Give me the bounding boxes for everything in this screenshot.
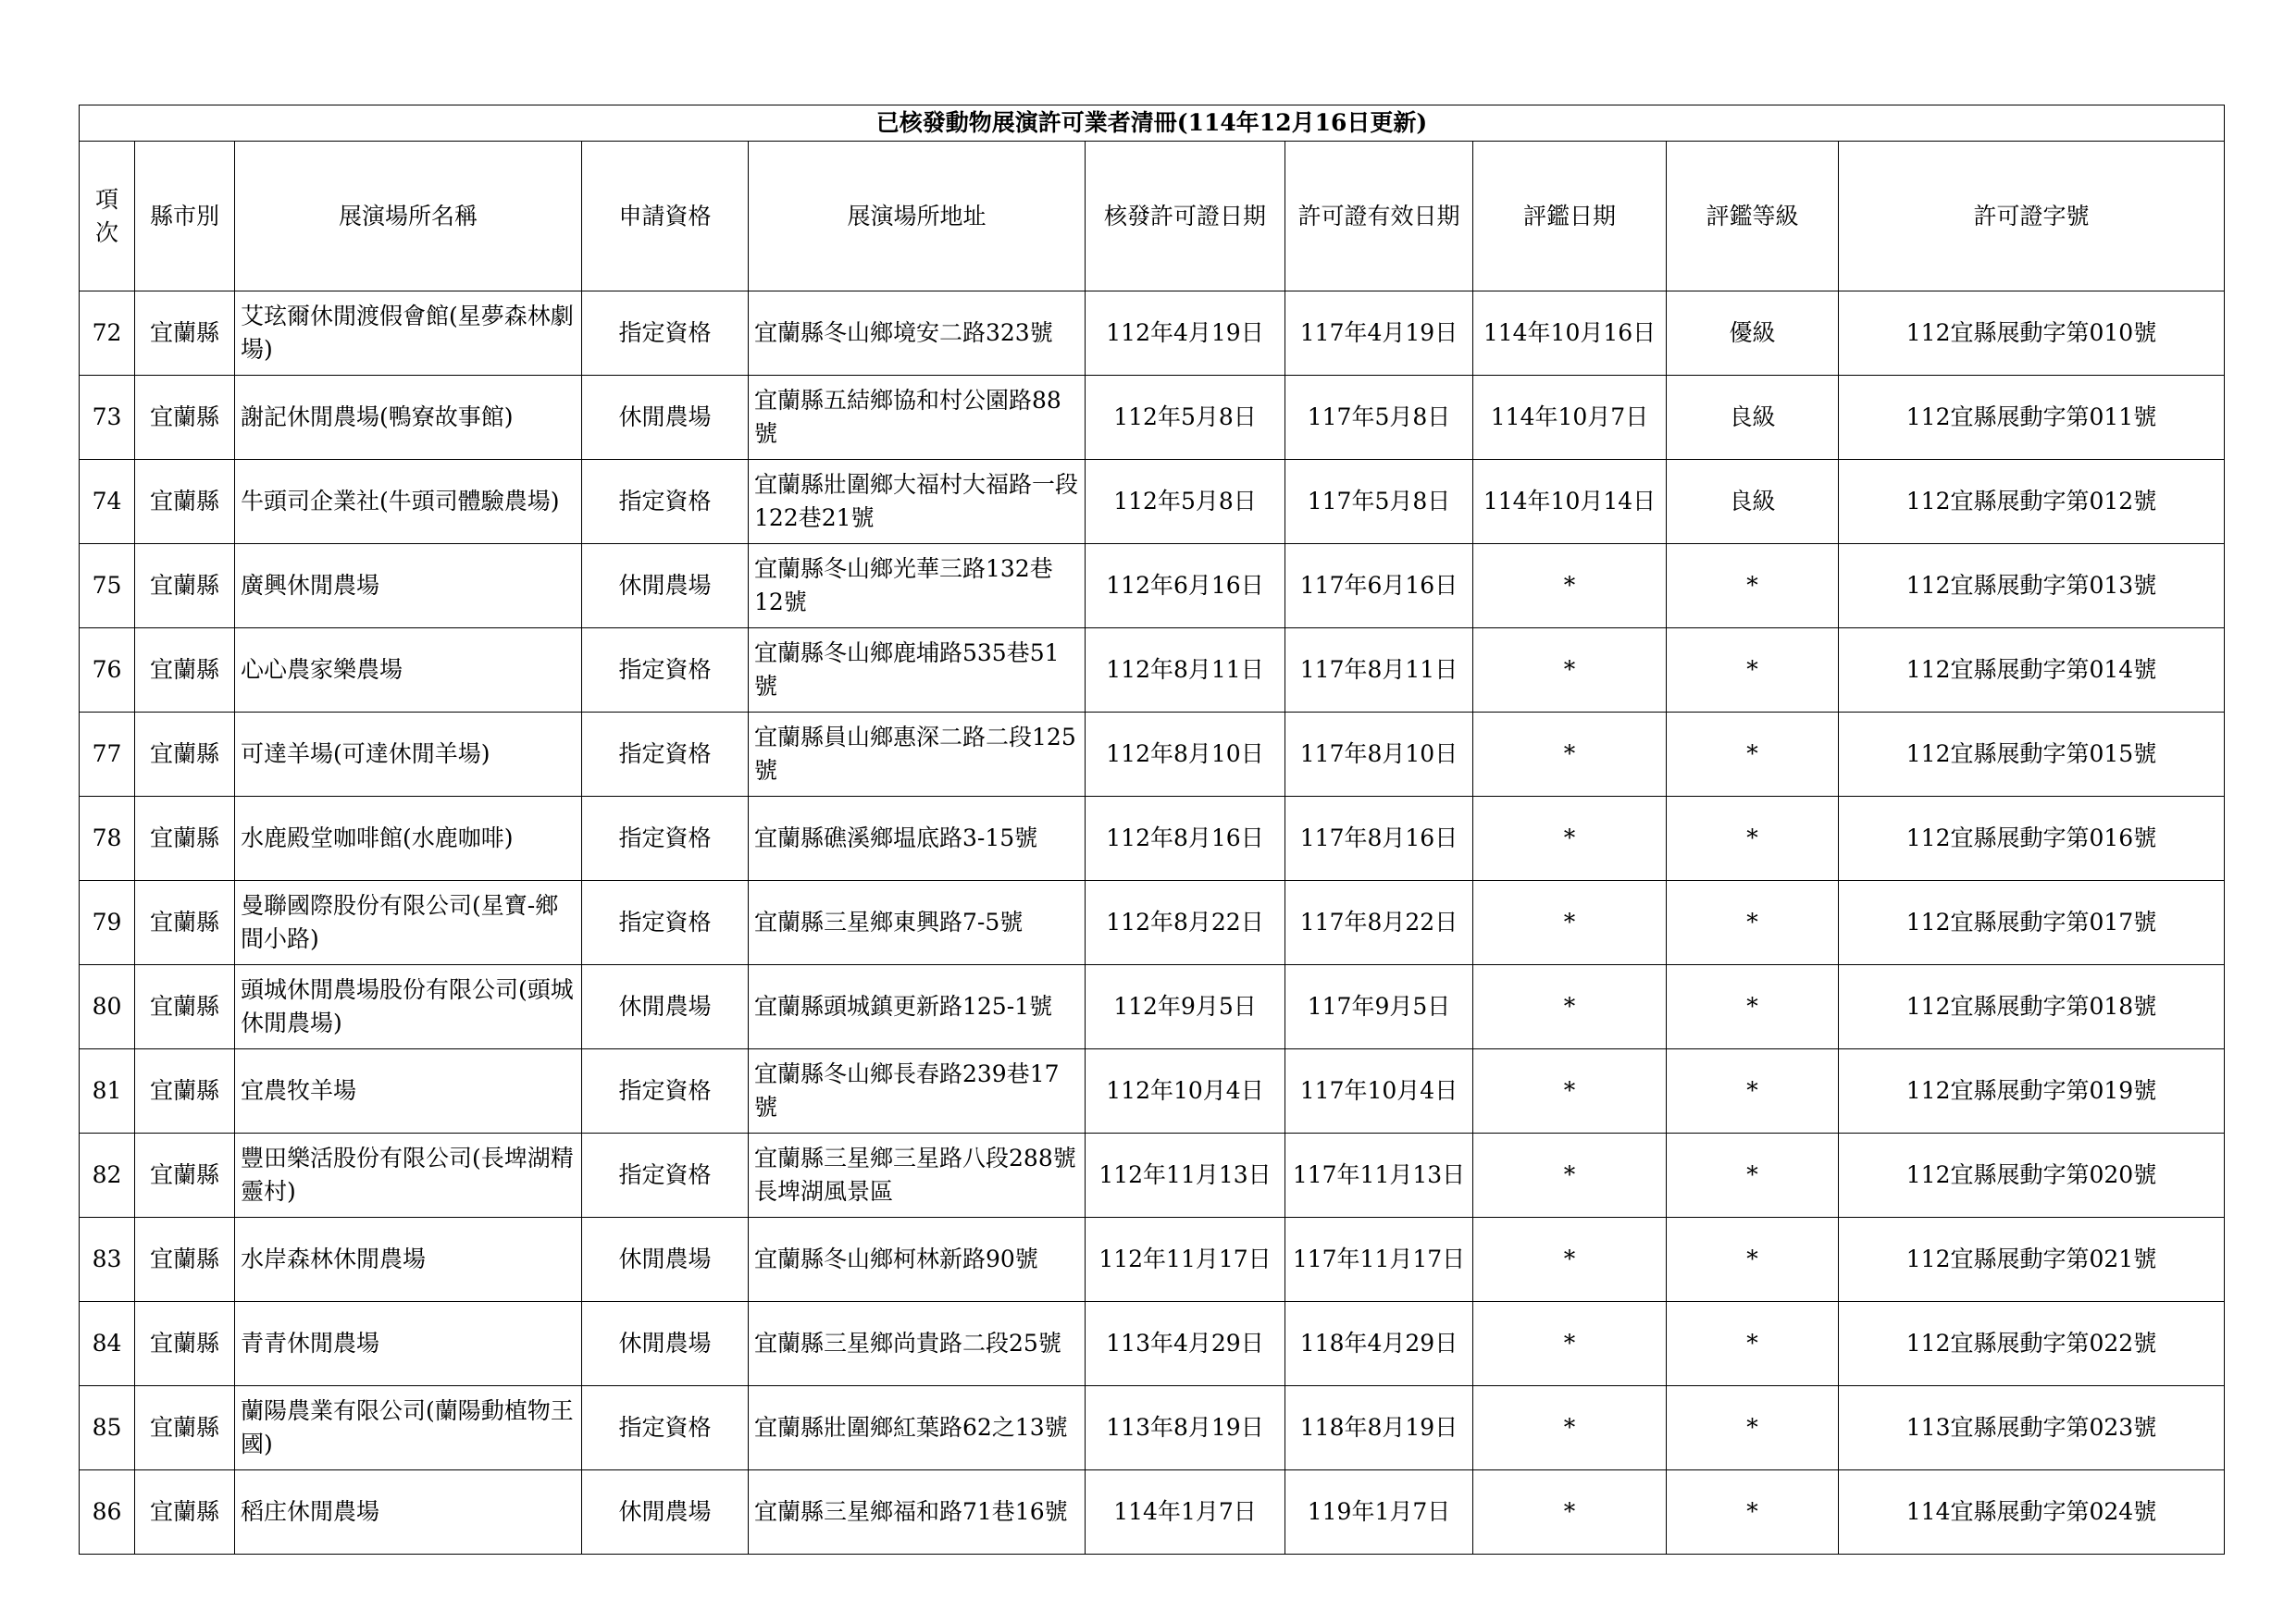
cell-eval-grade: * — [1667, 628, 1839, 713]
cell-qualification: 指定資格 — [582, 1049, 749, 1134]
cell-address: 宜蘭縣礁溪鄉塭底路3-15號 — [749, 797, 1086, 881]
cell-venue: 艾玹爾休閒渡假會館(星夢森林劇場) — [235, 291, 582, 376]
cell-valid-date: 117年5月8日 — [1285, 460, 1473, 544]
cell-address: 宜蘭縣冬山鄉柯林新路90號 — [749, 1218, 1086, 1302]
cell-address: 宜蘭縣冬山鄉鹿埔路535巷51號 — [749, 628, 1086, 713]
cell-eval-date: * — [1473, 544, 1667, 628]
cell-county: 宜蘭縣 — [135, 628, 235, 713]
cell-county: 宜蘭縣 — [135, 881, 235, 965]
cell-permit-no: 112宜縣展動字第014號 — [1839, 628, 2225, 713]
cell-issue-date: 112年11月13日 — [1086, 1134, 1285, 1218]
cell-venue: 謝記休閒農場(鴨寮故事館) — [235, 376, 582, 460]
cell-eval-grade: * — [1667, 1302, 1839, 1386]
cell-eval-grade: 良級 — [1667, 460, 1839, 544]
cell-venue: 水鹿殿堂咖啡館(水鹿咖啡) — [235, 797, 582, 881]
table-row — [80, 460, 2225, 544]
cell-no: 83 — [80, 1218, 135, 1302]
cell-eval-grade: * — [1667, 544, 1839, 628]
cell-eval-date: * — [1473, 713, 1667, 797]
cell-no: 77 — [80, 713, 135, 797]
cell-issue-date: 112年11月17日 — [1086, 1218, 1285, 1302]
cell-qualification: 指定資格 — [582, 291, 749, 376]
cell-no: 74 — [80, 460, 135, 544]
table-row — [80, 713, 2225, 797]
cell-no: 85 — [80, 1386, 135, 1470]
cell-valid-date: 117年8月10日 — [1285, 713, 1473, 797]
table-row — [80, 628, 2225, 713]
cell-venue: 曼聯國際股份有限公司(星寶-鄉間小路) — [235, 881, 582, 965]
cell-eval-grade: * — [1667, 797, 1839, 881]
cell-venue: 水岸森林休閒農場 — [235, 1218, 582, 1302]
cell-address: 宜蘭縣頭城鎮更新路125-1號 — [749, 965, 1086, 1049]
table-row — [80, 1049, 2225, 1134]
cell-permit-no: 112宜縣展動字第012號 — [1839, 460, 2225, 544]
cell-eval-date: * — [1473, 1049, 1667, 1134]
cell-venue: 蘭陽農業有限公司(蘭陽動植物王國) — [235, 1386, 582, 1470]
cell-no: 72 — [80, 291, 135, 376]
header-address: 展演場所地址 — [749, 142, 1086, 291]
cell-county: 宜蘭縣 — [135, 291, 235, 376]
cell-eval-date: * — [1473, 1470, 1667, 1555]
header-county: 縣市別 — [135, 142, 235, 291]
cell-issue-date: 112年8月10日 — [1086, 713, 1285, 797]
permit-roster-table — [79, 105, 2225, 1555]
cell-no: 79 — [80, 881, 135, 965]
cell-no: 86 — [80, 1470, 135, 1555]
cell-permit-no: 112宜縣展動字第022號 — [1839, 1302, 2225, 1386]
cell-qualification: 休閒農場 — [582, 1218, 749, 1302]
table-row — [80, 291, 2225, 376]
cell-address: 宜蘭縣員山鄉惠深二路二段125號 — [749, 713, 1086, 797]
cell-valid-date: 117年10月4日 — [1285, 1049, 1473, 1134]
cell-county: 宜蘭縣 — [135, 965, 235, 1049]
header-issue-date: 核發許可證日期 — [1086, 142, 1285, 291]
cell-eval-grade: * — [1667, 1218, 1839, 1302]
table-row — [80, 881, 2225, 965]
cell-eval-grade: * — [1667, 1386, 1839, 1470]
cell-address: 宜蘭縣冬山鄉光華三路132巷12號 — [749, 544, 1086, 628]
cell-issue-date: 113年8月19日 — [1086, 1386, 1285, 1470]
cell-qualification: 休閒農場 — [582, 544, 749, 628]
cell-qualification: 休閒農場 — [582, 1470, 749, 1555]
cell-eval-grade: 優級 — [1667, 291, 1839, 376]
cell-eval-date: * — [1473, 628, 1667, 713]
cell-valid-date: 119年1月7日 — [1285, 1470, 1473, 1555]
header-no: 項次 — [80, 142, 135, 291]
cell-address: 宜蘭縣壯圍鄉紅葉路62之13號 — [749, 1386, 1086, 1470]
cell-address: 宜蘭縣壯圍鄉大福村大福路一段122巷21號 — [749, 460, 1086, 544]
cell-venue: 宜農牧羊場 — [235, 1049, 582, 1134]
cell-permit-no: 112宜縣展動字第015號 — [1839, 713, 2225, 797]
cell-venue: 廣興休閒農場 — [235, 544, 582, 628]
cell-eval-grade: * — [1667, 1470, 1839, 1555]
header-permit-no: 許可證字號 — [1839, 142, 2225, 291]
cell-address: 宜蘭縣冬山鄉境安二路323號 — [749, 291, 1086, 376]
table-row — [80, 544, 2225, 628]
roster-body — [80, 291, 2225, 1555]
table-title: 已核發動物展演許可業者清冊(114年12月16日更新) — [80, 105, 2225, 142]
cell-qualification: 指定資格 — [582, 628, 749, 713]
cell-county: 宜蘭縣 — [135, 1218, 235, 1302]
cell-county: 宜蘭縣 — [135, 713, 235, 797]
table-row — [80, 1470, 2225, 1555]
cell-permit-no: 114宜縣展動字第024號 — [1839, 1470, 2225, 1555]
cell-qualification: 休閒農場 — [582, 1302, 749, 1386]
table-row — [80, 1134, 2225, 1218]
header-valid-date: 許可證有效日期 — [1285, 142, 1473, 291]
cell-eval-date: * — [1473, 1134, 1667, 1218]
cell-issue-date: 112年8月22日 — [1086, 881, 1285, 965]
cell-permit-no: 112宜縣展動字第010號 — [1839, 291, 2225, 376]
cell-eval-date: 114年10月14日 — [1473, 460, 1667, 544]
cell-county: 宜蘭縣 — [135, 460, 235, 544]
cell-county: 宜蘭縣 — [135, 376, 235, 460]
cell-venue: 青青休閒農場 — [235, 1302, 582, 1386]
cell-valid-date: 117年4月19日 — [1285, 291, 1473, 376]
cell-county: 宜蘭縣 — [135, 1049, 235, 1134]
cell-valid-date: 118年4月29日 — [1285, 1302, 1473, 1386]
cell-eval-date: * — [1473, 965, 1667, 1049]
cell-address: 宜蘭縣五結鄉協和村公園路88號 — [749, 376, 1086, 460]
cell-eval-grade: * — [1667, 881, 1839, 965]
cell-issue-date: 112年9月5日 — [1086, 965, 1285, 1049]
cell-no: 82 — [80, 1134, 135, 1218]
cell-permit-no: 112宜縣展動字第013號 — [1839, 544, 2225, 628]
cell-permit-no: 112宜縣展動字第016號 — [1839, 797, 2225, 881]
cell-valid-date: 117年5月8日 — [1285, 376, 1473, 460]
cell-address: 宜蘭縣三星鄉東興路7-5號 — [749, 881, 1086, 965]
cell-eval-date: * — [1473, 1302, 1667, 1386]
cell-venue: 牛頭司企業社(牛頭司體驗農場) — [235, 460, 582, 544]
cell-venue: 頭城休閒農場股份有限公司(頭城休閒農場) — [235, 965, 582, 1049]
cell-county: 宜蘭縣 — [135, 1134, 235, 1218]
cell-qualification: 休閒農場 — [582, 965, 749, 1049]
cell-venue: 可達羊場(可達休閒羊場) — [235, 713, 582, 797]
header-row — [80, 142, 2225, 291]
cell-issue-date: 112年8月16日 — [1086, 797, 1285, 881]
cell-issue-date: 114年1月7日 — [1086, 1470, 1285, 1555]
cell-eval-date: * — [1473, 1386, 1667, 1470]
cell-no: 75 — [80, 544, 135, 628]
cell-qualification: 指定資格 — [582, 1134, 749, 1218]
header-qualification: 申請資格 — [582, 142, 749, 291]
table-row — [80, 965, 2225, 1049]
cell-eval-date: * — [1473, 881, 1667, 965]
cell-permit-no: 112宜縣展動字第019號 — [1839, 1049, 2225, 1134]
table-row — [80, 376, 2225, 460]
cell-valid-date: 117年6月16日 — [1285, 544, 1473, 628]
cell-county: 宜蘭縣 — [135, 797, 235, 881]
cell-valid-date: 117年8月11日 — [1285, 628, 1473, 713]
cell-issue-date: 112年10月4日 — [1086, 1049, 1285, 1134]
cell-permit-no: 112宜縣展動字第018號 — [1839, 965, 2225, 1049]
cell-eval-grade: * — [1667, 1134, 1839, 1218]
cell-eval-date: 114年10月16日 — [1473, 291, 1667, 376]
cell-valid-date: 118年8月19日 — [1285, 1386, 1473, 1470]
cell-address: 宜蘭縣三星鄉福和路71巷16號 — [749, 1470, 1086, 1555]
cell-no: 84 — [80, 1302, 135, 1386]
cell-no: 80 — [80, 965, 135, 1049]
cell-county: 宜蘭縣 — [135, 1302, 235, 1386]
cell-issue-date: 112年4月19日 — [1086, 291, 1285, 376]
cell-permit-no: 112宜縣展動字第020號 — [1839, 1134, 2225, 1218]
cell-issue-date: 112年6月16日 — [1086, 544, 1285, 628]
cell-qualification: 指定資格 — [582, 881, 749, 965]
cell-eval-grade: 良級 — [1667, 376, 1839, 460]
cell-valid-date: 117年8月22日 — [1285, 881, 1473, 965]
table-row — [80, 1218, 2225, 1302]
cell-eval-grade: * — [1667, 965, 1839, 1049]
cell-qualification: 休閒農場 — [582, 376, 749, 460]
cell-valid-date: 117年11月17日 — [1285, 1218, 1473, 1302]
cell-eval-grade: * — [1667, 1049, 1839, 1134]
header-venue: 展演場所名稱 — [235, 142, 582, 291]
cell-issue-date: 113年4月29日 — [1086, 1302, 1285, 1386]
cell-issue-date: 112年5月8日 — [1086, 460, 1285, 544]
cell-permit-no: 112宜縣展動字第011號 — [1839, 376, 2225, 460]
cell-no: 78 — [80, 797, 135, 881]
cell-valid-date: 117年8月16日 — [1285, 797, 1473, 881]
table-row — [80, 1386, 2225, 1470]
cell-permit-no: 113宜縣展動字第023號 — [1839, 1386, 2225, 1470]
header-eval-date: 評鑑日期 — [1473, 142, 1667, 291]
cell-issue-date: 112年5月8日 — [1086, 376, 1285, 460]
cell-venue: 稻庄休閒農場 — [235, 1470, 582, 1555]
cell-county: 宜蘭縣 — [135, 1386, 235, 1470]
cell-address: 宜蘭縣三星鄉三星路八段288號長埤湖風景區 — [749, 1134, 1086, 1218]
cell-address: 宜蘭縣三星鄉尚貴路二段25號 — [749, 1302, 1086, 1386]
cell-no: 81 — [80, 1049, 135, 1134]
cell-eval-date: * — [1473, 1218, 1667, 1302]
cell-eval-grade: * — [1667, 713, 1839, 797]
cell-no: 73 — [80, 376, 135, 460]
cell-venue: 心心農家樂農場 — [235, 628, 582, 713]
cell-qualification: 指定資格 — [582, 460, 749, 544]
cell-eval-date: 114年10月7日 — [1473, 376, 1667, 460]
cell-valid-date: 117年9月5日 — [1285, 965, 1473, 1049]
cell-eval-date: * — [1473, 797, 1667, 881]
table-row — [80, 797, 2225, 881]
cell-county: 宜蘭縣 — [135, 544, 235, 628]
cell-address: 宜蘭縣冬山鄉長春路239巷17號 — [749, 1049, 1086, 1134]
cell-venue: 豐田樂活股份有限公司(長埤湖精靈村) — [235, 1134, 582, 1218]
cell-qualification: 指定資格 — [582, 713, 749, 797]
cell-permit-no: 112宜縣展動字第017號 — [1839, 881, 2225, 965]
table-row — [80, 1302, 2225, 1386]
cell-qualification: 指定資格 — [582, 1386, 749, 1470]
header-eval-grade: 評鑑等級 — [1667, 142, 1839, 291]
cell-permit-no: 112宜縣展動字第021號 — [1839, 1218, 2225, 1302]
cell-valid-date: 117年11月13日 — [1285, 1134, 1473, 1218]
cell-qualification: 指定資格 — [582, 797, 749, 881]
cell-issue-date: 112年8月11日 — [1086, 628, 1285, 713]
cell-no: 76 — [80, 628, 135, 713]
cell-county: 宜蘭縣 — [135, 1470, 235, 1555]
